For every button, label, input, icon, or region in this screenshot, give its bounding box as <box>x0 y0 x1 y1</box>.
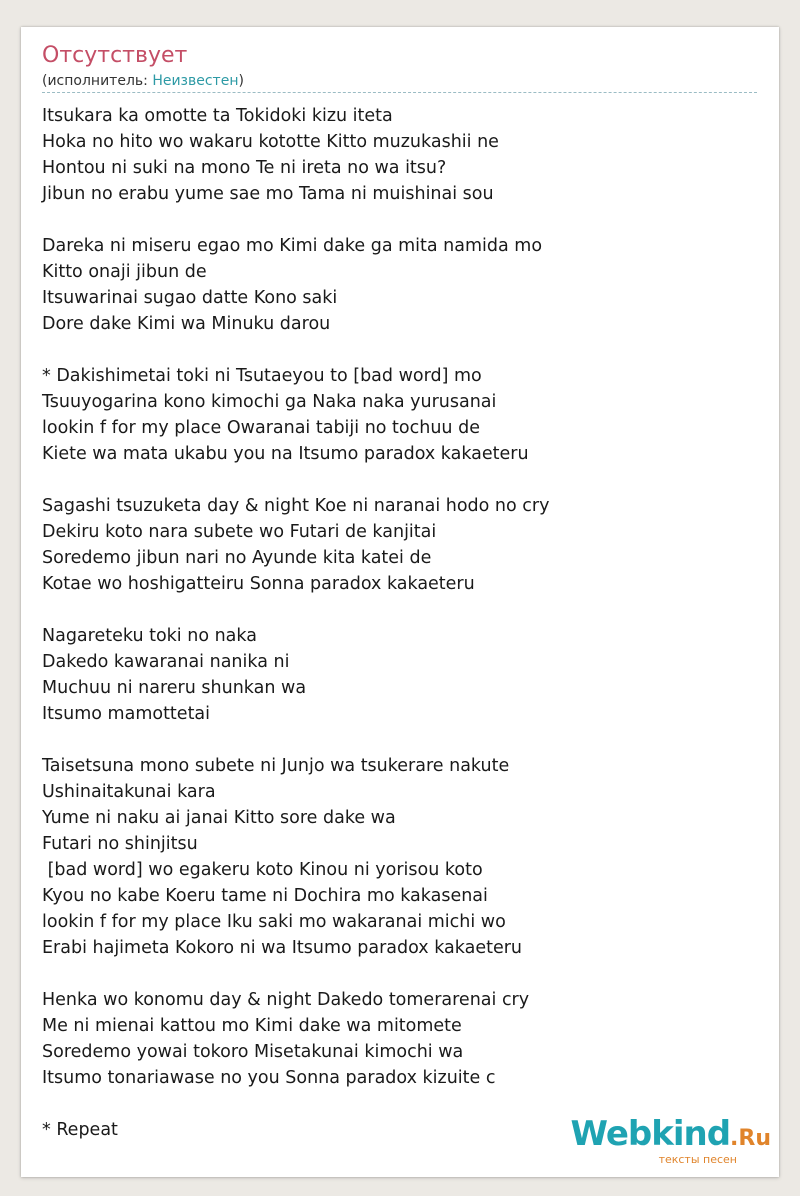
lyric-line: Sagashi tsuzuketa day & night Koe ni naranai hodo no cry <box>42 496 550 516</box>
header-divider <box>42 92 757 93</box>
lyric-line: * Repeat <box>42 1120 118 1140</box>
lyric-line: Kiete wa mata ukabu you na Itsumo paradox kakaeteru <box>42 444 529 464</box>
lyric-line: Henka wo konomu day & night Dakedo tomerarenai cry <box>42 990 530 1010</box>
lyric-line: Dareka ni miseru egao mo Kimi dake ga mita namida mo <box>42 236 543 256</box>
lyric-line: Soredemo yowai tokoro Misetakunai kimochi wa <box>42 1042 464 1062</box>
lyric-line: Dekiru koto nara subete wo Futari de kanjitai <box>42 522 437 542</box>
lyric-line: Itsukara ka omotte ta Tokidoki kizu iteta <box>42 106 393 126</box>
lyric-line: Kotae wo hoshigatteiru Sonna paradox kakaeteru <box>42 574 475 594</box>
artist-prefix: (исполнитель: <box>42 73 153 89</box>
lyrics-stanza <box>42 233 757 337</box>
logo-tagline: тексты песен <box>658 1153 737 1166</box>
artist-line <box>42 72 244 90</box>
lyric-line: Dore dake Kimi wa Minuku darou <box>42 314 331 334</box>
lyrics-body <box>42 103 757 1169</box>
lyric-line: Kitto onaji jibun de <box>42 262 207 282</box>
lyric-line: Itsumo mamottetai <box>42 704 211 724</box>
song-title: Отсутствует <box>42 43 188 68</box>
artist-suffix: ) <box>238 73 244 89</box>
lyric-line: Muchuu ni nareru shunkan wa <box>42 678 307 698</box>
lyrics-stanza <box>42 623 757 727</box>
site-logo[interactable] <box>570 1114 771 1166</box>
lyric-line: Hontou ni suki na mono Te ni ireta no wa itsu? <box>42 158 447 178</box>
lyrics-stanza <box>42 493 757 597</box>
lyric-line: Nagareteku toki no naka <box>42 626 257 646</box>
lyric-line: Ushinaitakunai kara <box>42 782 216 802</box>
lyrics-stanza <box>42 987 757 1091</box>
lyric-line: Yume ni naku ai janai Kitto sore dake wa <box>42 808 396 828</box>
logo-wordmark <box>570 1114 771 1156</box>
lyric-line: lookin f for my place Owaranai tabiji no tochuu de <box>42 418 480 438</box>
lyric-line: [bad word] wo egakeru koto Kinou ni yorisou koto <box>42 860 483 880</box>
lyrics-stanza <box>42 103 757 207</box>
lyric-line: * Dakishimetai toki ni Tsutaeyou to [bad word] mo <box>42 366 482 386</box>
lyrics-stanza <box>42 753 757 961</box>
lyrics-stanza <box>42 363 757 467</box>
lyric-line: Dakedo kawaranai nanika ni <box>42 652 290 672</box>
artist-link[interactable]: Неизвестен <box>152 73 239 89</box>
lyric-line: Kyou no kabe Koeru tame ni Dochira mo kakasenai <box>42 886 488 906</box>
logo-main-text: Webkind <box>570 1114 731 1154</box>
lyric-line: Tsuuyogarina kono kimochi ga Naka naka yurusanai <box>42 392 497 412</box>
lyric-line: lookin f for my place Iku saki mo wakaranai michi wo <box>42 912 506 932</box>
lyric-line: Hoka no hito wo wakaru kototte Kitto muzukashii ne <box>42 132 499 152</box>
lyric-line: Taisetsuna mono subete ni Junjo wa tsukerare nakute <box>42 756 510 776</box>
lyric-line: Itsumo tonariawase no you Sonna paradox kizuite c <box>42 1068 496 1088</box>
lyric-line: Me ni mienai kattou mo Kimi dake wa mitomete <box>42 1016 462 1036</box>
lyric-line: Soredemo jibun nari no Ayunde kita katei de <box>42 548 432 568</box>
lyric-line: Erabi hajimeta Kokoro ni wa Itsumo paradox kakaeteru <box>42 938 523 958</box>
lyric-line: Itsuwarinai sugao datte Kono saki <box>42 288 338 308</box>
lyric-line: Futari no shinjitsu <box>42 834 198 854</box>
lyric-line: Jibun no erabu yume sae mo Tama ni muishinai sou <box>42 184 494 204</box>
logo-suffix: .Ru <box>730 1126 771 1151</box>
lyrics-page <box>21 27 779 1177</box>
